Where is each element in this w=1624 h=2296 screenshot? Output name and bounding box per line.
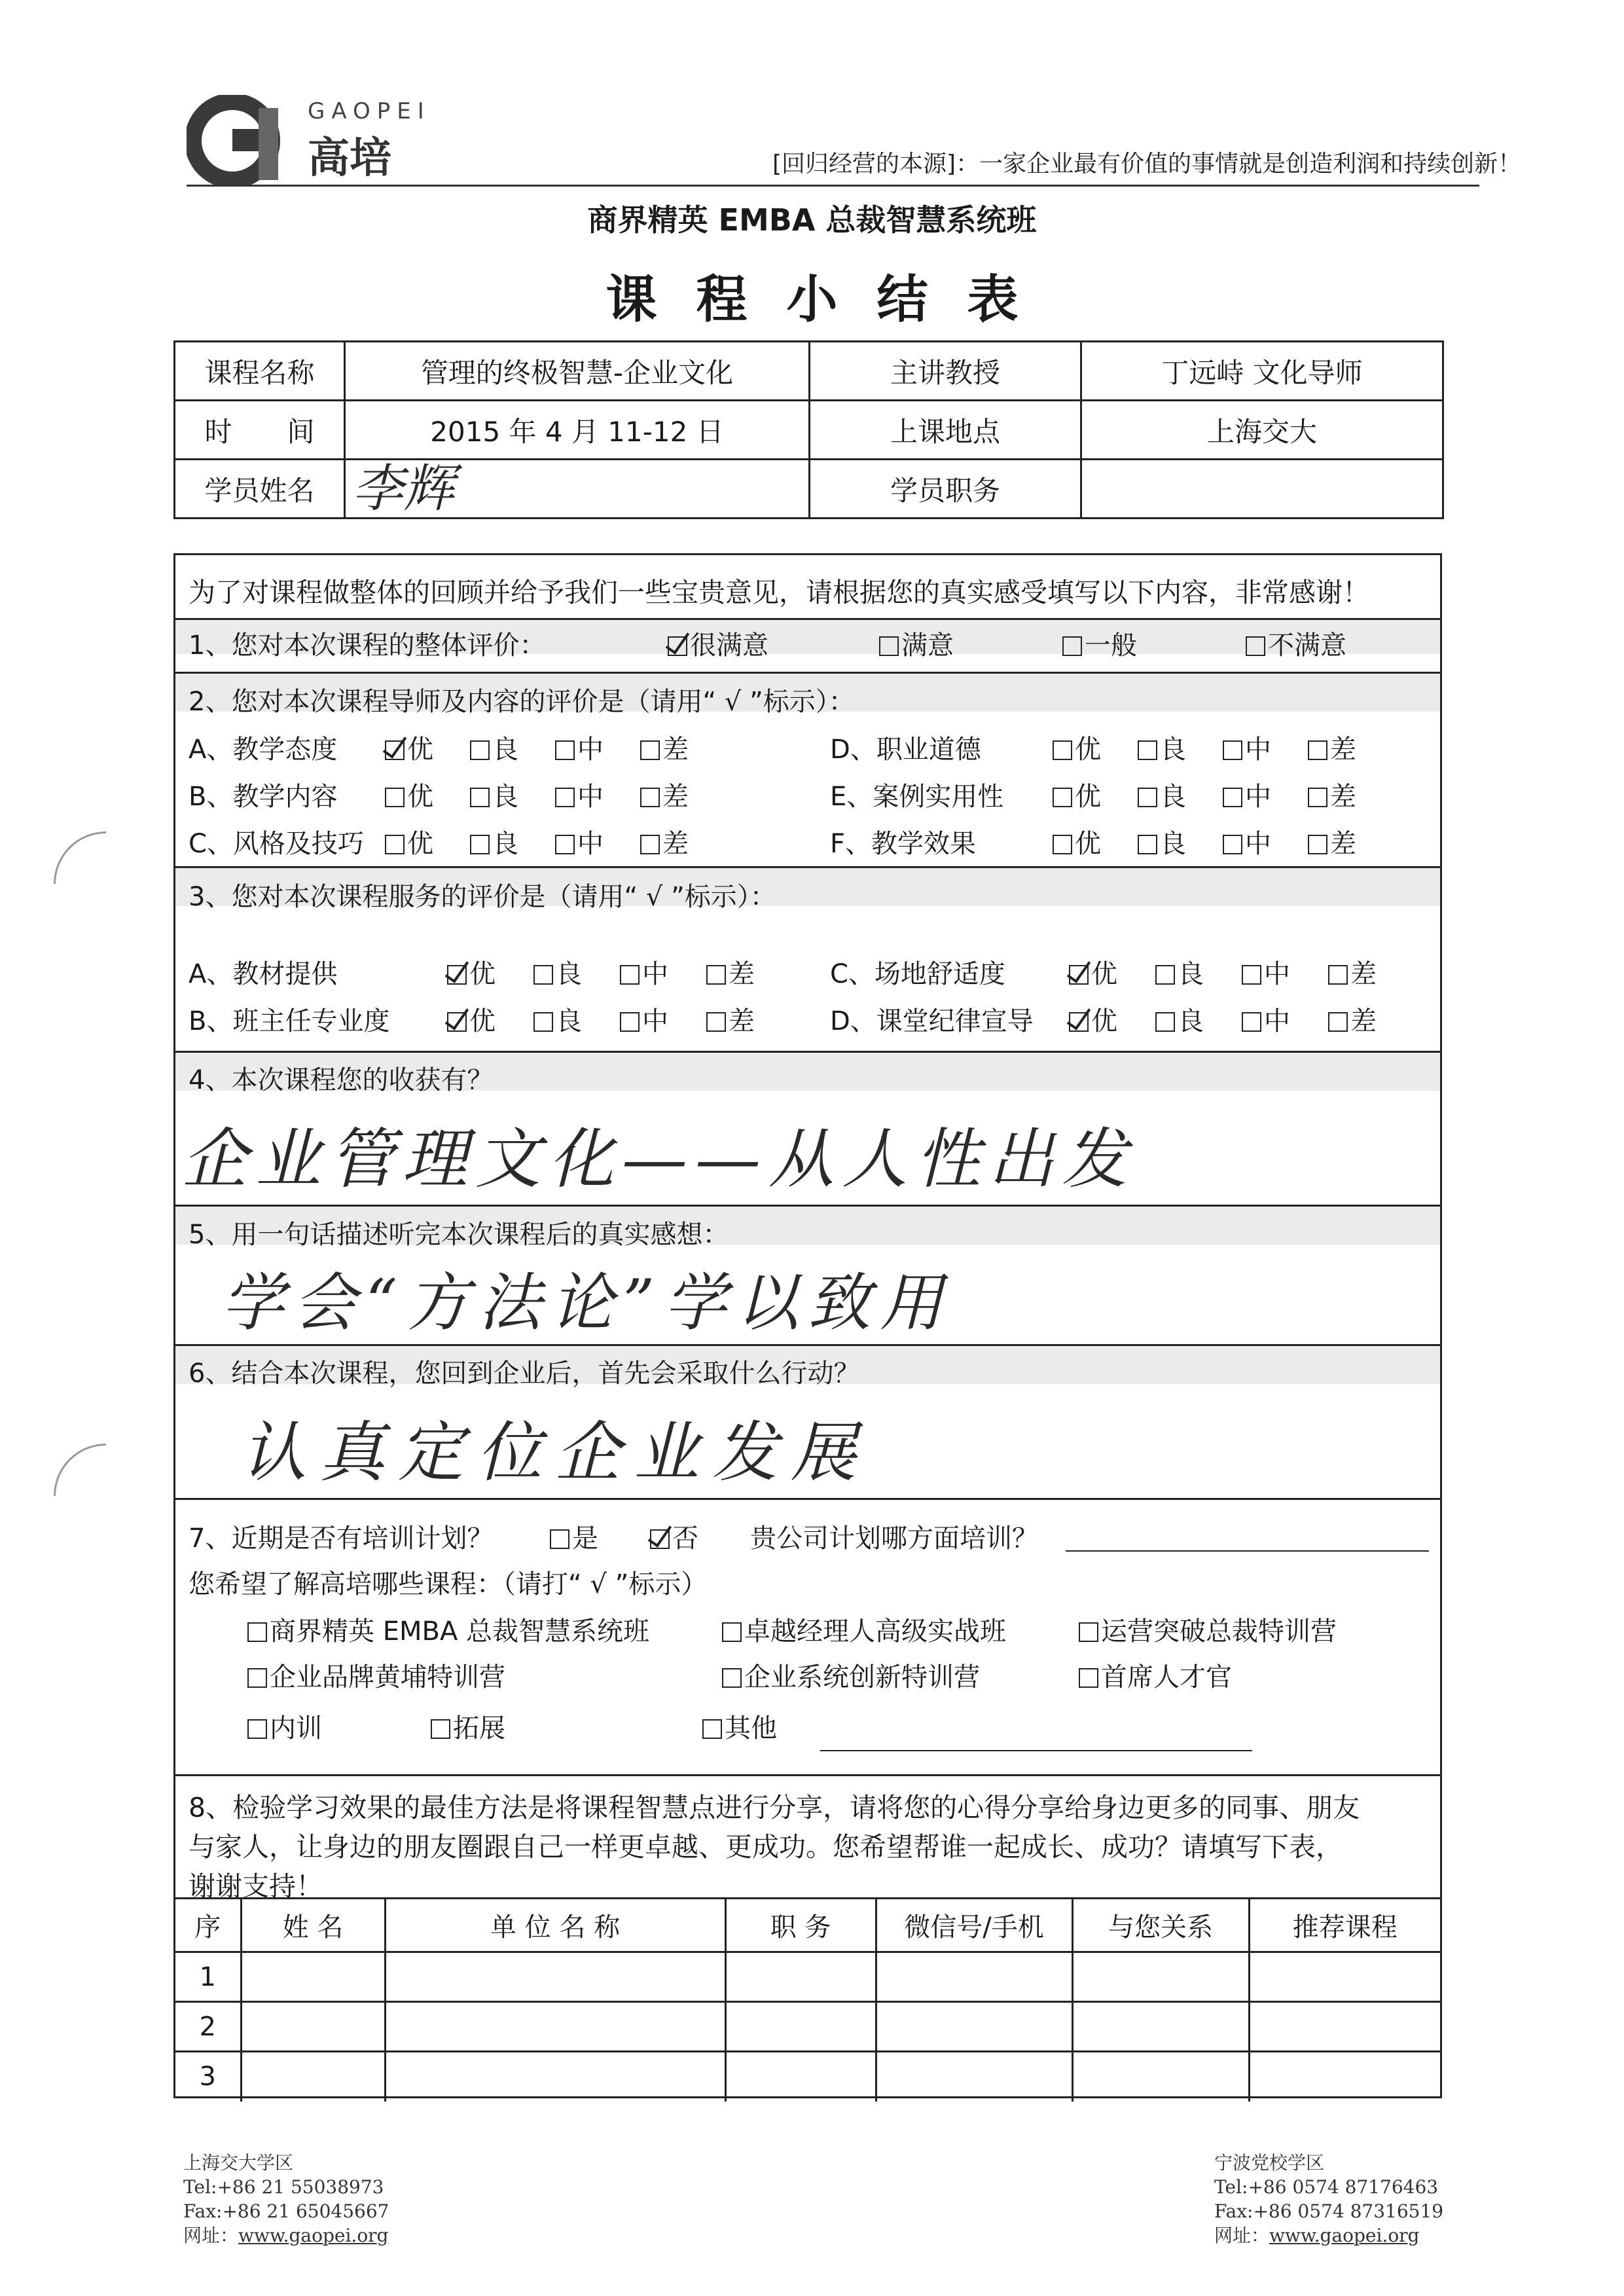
option-label: 差 <box>1330 829 1356 859</box>
row-number: 3 <box>175 2052 241 2102</box>
option-label: 差 <box>1350 959 1377 989</box>
option-label: 差 <box>662 782 689 812</box>
rating-option[interactable] <box>385 776 433 813</box>
rating-option[interactable] <box>385 823 433 860</box>
rating-item-label: F、教学效果 <box>830 829 977 859</box>
rating-option[interactable] <box>555 823 604 860</box>
course-option[interactable] <box>1079 1611 1337 1648</box>
form-title: 课程小结表 <box>605 270 1058 329</box>
checkbox-icon[interactable] <box>431 1719 450 1739</box>
option-label: 中 <box>1245 829 1271 859</box>
checkbox-checked-icon[interactable] <box>650 1529 670 1549</box>
rating-option[interactable] <box>1069 953 1117 991</box>
option-label: 优 <box>1075 782 1101 812</box>
checkbox-icon[interactable] <box>247 1622 267 1642</box>
course-option-label: 企业品牌黄埔特训营 <box>270 1662 505 1692</box>
campus-name: 宁波党校学区 <box>1214 2152 1325 2174</box>
checkbox-icon[interactable] <box>247 1719 267 1739</box>
option-label: 满意 <box>901 630 954 661</box>
table-row <box>175 2052 1440 2102</box>
divider <box>175 1774 1440 1776</box>
table-column-header: 与您关系 <box>1072 1899 1249 1952</box>
table-cell[interactable] <box>1072 2002 1249 2052</box>
table-row <box>175 1952 1440 2002</box>
q7-plan-label: 贵公司计划哪方面培训？ <box>750 1523 1038 1554</box>
rating-option[interactable] <box>1328 1000 1377 1038</box>
course-name-label: 课程名称 <box>175 342 345 401</box>
checkbox-icon[interactable] <box>550 1529 569 1549</box>
row-number: 1 <box>175 1952 241 2002</box>
table-row <box>175 2002 1440 2052</box>
checkbox-icon[interactable] <box>533 1012 553 1032</box>
checkbox-icon[interactable] <box>1242 965 1261 985</box>
rating-option[interactable] <box>1328 953 1377 991</box>
checkbox-icon[interactable] <box>1079 1622 1098 1642</box>
time-value[interactable]: 2015 年 4 月 11-12 日 <box>345 401 810 460</box>
course-option[interactable] <box>722 1656 980 1694</box>
checkbox-icon[interactable] <box>620 965 640 985</box>
q7-option-yes[interactable] <box>550 1518 598 1555</box>
rating-item-label: D、职业道德 <box>830 735 981 765</box>
course-option[interactable] <box>722 1611 1006 1648</box>
logo-brand-text: GAOPEI <box>308 98 431 124</box>
checkbox-icon[interactable] <box>1138 835 1157 854</box>
checkbox-icon[interactable] <box>247 1668 267 1688</box>
footer-right <box>1214 2151 1443 2248</box>
option-label: 不满意 <box>1268 630 1346 661</box>
q8-label-line3: 谢谢支持！ <box>189 1870 323 1902</box>
place-label: 上课地点 <box>810 401 1081 460</box>
campus-web <box>183 2223 389 2248</box>
rating-option[interactable] <box>1053 776 1101 813</box>
course-option-label: 内训 <box>270 1713 322 1743</box>
slogan: [回归经营的本源]：一家企业最有价值的事情就是创造利润和持续创新！ <box>772 151 1522 177</box>
checkbox-checked-icon[interactable] <box>1069 965 1089 985</box>
checkbox-icon[interactable] <box>1053 788 1072 807</box>
checkbox-checked-icon[interactable] <box>668 636 687 656</box>
campus-tel: Tel:+86 21 55038973 <box>183 2176 384 2198</box>
rating-option[interactable] <box>533 953 582 991</box>
option-label: 中 <box>577 829 604 859</box>
rating-option[interactable] <box>1155 953 1204 991</box>
rating-option[interactable] <box>555 729 604 766</box>
q4-label: 4、本次课程您的收获有？ <box>189 1065 494 1095</box>
table-cell[interactable] <box>385 1952 725 2002</box>
course-option-label: 企业系统创新特训营 <box>744 1662 980 1692</box>
rating-option[interactable] <box>620 953 668 991</box>
rating-option[interactable] <box>706 1000 755 1038</box>
option-label: 中 <box>642 959 668 989</box>
student-name-label: 学员姓名 <box>175 460 345 519</box>
option-label: 差 <box>1330 782 1356 812</box>
rating-option[interactable] <box>447 1000 496 1038</box>
checkbox-icon[interactable] <box>640 740 660 760</box>
rating-option[interactable] <box>620 1000 668 1038</box>
q4-answer-handwriting[interactable]: 企业管理文化——从人性出发 <box>182 1121 1135 1197</box>
row-number: 2 <box>175 2002 241 2052</box>
rating-option[interactable] <box>1053 823 1101 860</box>
table-cell[interactable] <box>1249 1952 1440 2002</box>
course-option-label: 其他 <box>725 1713 777 1743</box>
checkbox-icon[interactable] <box>385 835 405 854</box>
table-column-header: 职 务 <box>725 1899 876 1952</box>
option-label: 优 <box>1091 959 1117 989</box>
logo-name-text: 高培 <box>308 134 391 183</box>
course-option[interactable] <box>247 1707 322 1745</box>
checkbox-icon[interactable] <box>879 636 899 656</box>
table-cell[interactable] <box>1072 1952 1249 2002</box>
campus-tel: Tel:+86 0574 87176463 <box>1214 2176 1439 2198</box>
table-cell[interactable] <box>876 2052 1072 2102</box>
q6-label: 6、结合本次课程，您回到企业后，首先会采取什么行动？ <box>189 1358 860 1389</box>
rating-item-label: E、案例实用性 <box>830 782 1004 812</box>
course-option-label: 首席人才官 <box>1101 1662 1232 1692</box>
option-label: 否 <box>672 1523 698 1554</box>
student-position-label: 学员职务 <box>810 460 1081 519</box>
checkbox-icon[interactable] <box>620 1012 640 1032</box>
option-label: 良 <box>1178 959 1204 989</box>
lecturer-label: 主讲教授 <box>810 342 1081 401</box>
checkbox-icon[interactable] <box>722 1622 742 1642</box>
option-label: 中 <box>577 782 604 812</box>
option-label: 差 <box>662 735 689 765</box>
q1-option-average[interactable] <box>1062 625 1137 662</box>
table-cell[interactable] <box>1249 2052 1440 2102</box>
rating-option[interactable] <box>385 729 433 766</box>
checkbox-checked-icon[interactable] <box>447 965 467 985</box>
option-label: 优 <box>469 959 496 989</box>
table-cell[interactable] <box>241 2002 385 2052</box>
table-cell[interactable] <box>1072 2052 1249 2102</box>
table-cell[interactable] <box>385 2052 725 2102</box>
course-option-label: 卓越经理人高级实战班 <box>744 1616 1006 1647</box>
rating-option[interactable] <box>1223 776 1271 813</box>
rating-option[interactable] <box>470 776 518 813</box>
option-label: 中 <box>1264 1006 1290 1036</box>
checkbox-icon[interactable] <box>640 835 660 854</box>
option-label: 中 <box>1245 735 1271 765</box>
rating-option[interactable] <box>1138 776 1186 813</box>
course-option-label: 商界精英 EMBA 总裁智慧系统班 <box>270 1616 650 1647</box>
checkbox-icon[interactable] <box>470 740 490 760</box>
campus-fax: Fax:+86 21 65045667 <box>183 2200 389 2222</box>
rating-option[interactable] <box>706 953 755 991</box>
option-label: 中 <box>642 1006 668 1036</box>
option-label: 是 <box>572 1523 598 1554</box>
option-label: 差 <box>662 829 689 859</box>
web-link[interactable]: www.gaopei.org <box>238 2225 389 2246</box>
course-info-table <box>173 340 1444 519</box>
option-label: 良 <box>492 735 518 765</box>
rating-item-label: B、教学内容 <box>189 782 338 812</box>
option-label: 优 <box>1091 1006 1117 1036</box>
checkbox-icon[interactable] <box>555 788 575 807</box>
table-column-header: 微信号/手机 <box>876 1899 1072 1952</box>
hole-punch-mark <box>54 831 106 884</box>
q1-label: 1、您对本次课程的整体评价： <box>189 630 546 661</box>
course-option[interactable] <box>1079 1656 1232 1694</box>
option-label: 一般 <box>1085 630 1137 661</box>
option-label: 优 <box>1075 829 1101 859</box>
q7-option-no[interactable] <box>650 1518 698 1555</box>
campus-name: 上海交大学区 <box>183 2152 294 2174</box>
option-label: 良 <box>556 1006 582 1036</box>
rating-item-label: A、教材提供 <box>189 959 338 989</box>
rating-option[interactable] <box>1053 729 1101 766</box>
checkbox-checked-icon[interactable] <box>1069 1012 1089 1032</box>
q1-option-unsatisfied[interactable] <box>1246 625 1346 662</box>
option-label: 优 <box>469 1006 496 1036</box>
checkbox-icon[interactable] <box>1079 1668 1098 1688</box>
q7-label: 7、近期是否有培训计划？ <box>189 1523 494 1554</box>
web-label: 网址： <box>183 2225 239 2246</box>
rating-option[interactable] <box>1308 823 1356 860</box>
checkbox-icon[interactable] <box>702 1719 722 1739</box>
rating-option[interactable] <box>555 776 604 813</box>
checkbox-icon[interactable] <box>1308 835 1327 854</box>
rating-option[interactable] <box>470 823 518 860</box>
rating-item-label: D、课堂纪律宣导 <box>830 1006 1034 1036</box>
q6-answer-handwriting[interactable]: 认真定位企业发展 <box>241 1414 869 1491</box>
table-column-header: 姓 名 <box>241 1899 385 1952</box>
checkbox-icon[interactable] <box>1155 1012 1175 1032</box>
divider <box>175 1498 1440 1500</box>
q5-label: 5、用一句话描述听完本次课程后的真实感想： <box>189 1220 729 1250</box>
checkbox-icon[interactable] <box>1223 740 1242 760</box>
q1-option-very-satisfied[interactable] <box>668 625 768 662</box>
option-label: 良 <box>556 959 582 989</box>
rating-item-label: C、场地舒适度 <box>830 959 1005 989</box>
other-course-input-line[interactable] <box>820 1750 1252 1751</box>
option-label: 优 <box>1075 735 1101 765</box>
q5-answer-handwriting[interactable]: 学会“方法论”学以致用 <box>221 1266 952 1339</box>
option-label: 差 <box>729 1006 755 1036</box>
option-label: 差 <box>1350 1006 1377 1036</box>
rating-option[interactable] <box>533 1000 582 1038</box>
checkbox-icon[interactable] <box>1223 788 1242 807</box>
checkbox-icon[interactable] <box>640 788 660 807</box>
rating-item-label: A、教学态度 <box>189 735 338 765</box>
option-label: 良 <box>492 782 518 812</box>
checkbox-icon[interactable] <box>1053 740 1072 760</box>
rating-option[interactable] <box>1155 1000 1204 1038</box>
option-label: 差 <box>1330 735 1356 765</box>
course-option[interactable] <box>702 1707 777 1745</box>
rating-option[interactable] <box>640 776 689 813</box>
rating-option[interactable] <box>1308 729 1356 766</box>
lecturer-value[interactable]: 丁远峙 文化导师 <box>1081 342 1443 401</box>
share-referral-table <box>175 1897 1440 2102</box>
rating-option[interactable] <box>1138 729 1186 766</box>
place-value[interactable]: 上海交大 <box>1081 401 1443 460</box>
checkbox-icon[interactable] <box>1242 1012 1261 1032</box>
rating-item-label: C、风格及技巧 <box>189 829 364 859</box>
checkbox-icon[interactable] <box>385 788 405 807</box>
web-link[interactable]: www.gaopei.org <box>1269 2225 1420 2246</box>
footer-left <box>183 2151 389 2248</box>
checkbox-icon[interactable] <box>1328 965 1348 985</box>
q2-label: 2、您对本次课程导师及内容的评价是（请用“ √ ”标示）： <box>189 687 855 717</box>
checkbox-icon[interactable] <box>1223 835 1242 854</box>
campus-web <box>1214 2223 1443 2248</box>
checkbox-icon[interactable] <box>706 965 726 985</box>
checkbox-icon[interactable] <box>555 835 575 854</box>
checkbox-icon[interactable] <box>470 788 490 807</box>
checkbox-icon[interactable] <box>1308 788 1327 807</box>
rating-option[interactable] <box>470 729 518 766</box>
checkbox-icon[interactable] <box>1328 1012 1348 1032</box>
table-cell[interactable] <box>876 2002 1072 2052</box>
q8-label-line1: 8、检验学习效果的最佳方法是将课程智慧点进行分享，请将您的心得分享给身边更多的同事、朋友 <box>189 1792 1360 1823</box>
rating-item-label: B、班主任专业度 <box>189 1006 390 1036</box>
table-column-header: 序 <box>175 1899 241 1952</box>
option-label: 中 <box>577 735 604 765</box>
course-option-label: 运营突破总裁特训营 <box>1101 1616 1337 1647</box>
option-label: 中 <box>1264 959 1290 989</box>
rating-option[interactable] <box>447 953 496 991</box>
checkbox-icon[interactable] <box>1155 965 1175 985</box>
table-cell[interactable] <box>725 2052 876 2102</box>
table-cell[interactable] <box>241 2052 385 2102</box>
web-label: 网址： <box>1214 2225 1270 2246</box>
q8-label-line2: 与家人，让身边的朋友圈跟自己一样更卓越、更成功。您希望帮谁一起成长、成功？请填写下表， <box>189 1831 1343 1863</box>
checkbox-icon[interactable] <box>470 835 490 854</box>
survey-intro: 为了对课程做整体的回顾并给予我们一些宝贵意见，请根据您的真实感受填写以下内容，非常感谢！ <box>189 577 1369 608</box>
rating-option[interactable] <box>640 823 689 860</box>
checkbox-icon[interactable] <box>1246 636 1265 656</box>
time-label: 时 间 <box>175 401 345 460</box>
campus-fax: Fax:+86 0574 87316519 <box>1214 2200 1444 2222</box>
rating-option[interactable] <box>1138 823 1186 860</box>
course-option-label: 拓展 <box>453 1713 505 1743</box>
checkbox-icon[interactable] <box>1062 636 1082 656</box>
checkbox-checked-icon[interactable] <box>447 1012 467 1032</box>
program-title: 商界精英 EMBA 总裁智慧系统班 <box>587 202 1037 238</box>
table-column-header: 推荐课程 <box>1249 1899 1440 1952</box>
rating-option[interactable] <box>1308 776 1356 813</box>
course-option[interactable] <box>247 1611 649 1648</box>
rating-option[interactable] <box>1242 1000 1290 1038</box>
option-label: 良 <box>1160 829 1186 859</box>
student-name-handwriting: 李辉 <box>352 459 455 519</box>
checkbox-icon[interactable] <box>555 740 575 760</box>
table-cell[interactable] <box>241 1952 385 2002</box>
option-label: 差 <box>729 959 755 989</box>
q3-label: 3、您对本次课程服务的评价是（请用“ √ ”标示）： <box>189 882 776 912</box>
rating-option[interactable] <box>1242 953 1290 991</box>
table-cell[interactable] <box>725 1952 876 2002</box>
student-name-value[interactable] <box>345 460 810 519</box>
checkbox-icon[interactable] <box>1053 835 1072 854</box>
checkbox-icon[interactable] <box>706 1012 726 1032</box>
option-label: 良 <box>1178 1006 1204 1036</box>
q7-courses-label: 您希望了解高培哪些课程：（请打“ √ ”标示） <box>189 1569 708 1599</box>
q7-plan-input-line[interactable] <box>1066 1550 1429 1552</box>
table-cell[interactable] <box>385 2002 725 2052</box>
course-option[interactable] <box>431 1707 505 1745</box>
table-cell[interactable] <box>1249 2002 1440 2052</box>
option-label: 中 <box>1245 782 1271 812</box>
option-label: 优 <box>407 735 433 765</box>
checkbox-icon[interactable] <box>722 1668 742 1688</box>
student-position-value[interactable] <box>1081 460 1443 519</box>
checkbox-icon[interactable] <box>1308 740 1327 760</box>
course-option[interactable] <box>247 1656 505 1694</box>
table-column-header: 单 位 名 称 <box>385 1899 725 1952</box>
option-label: 很满意 <box>690 630 768 661</box>
rating-option[interactable] <box>1069 1000 1117 1038</box>
course-name-value[interactable]: 管理的终极智慧-企业文化 <box>345 342 810 401</box>
checkbox-icon[interactable] <box>1138 788 1157 807</box>
option-label: 良 <box>1160 735 1186 765</box>
table-cell[interactable] <box>876 1952 1072 2002</box>
checkbox-icon[interactable] <box>1138 740 1157 760</box>
option-label: 良 <box>1160 782 1186 812</box>
q1-option-satisfied[interactable] <box>879 625 954 662</box>
option-label: 良 <box>492 829 518 859</box>
header-divider <box>187 185 1479 187</box>
hole-punch-mark <box>54 1444 106 1496</box>
checkbox-icon[interactable] <box>533 965 553 985</box>
table-cell[interactable] <box>725 2002 876 2052</box>
rating-option[interactable] <box>640 729 689 766</box>
rating-option[interactable] <box>1223 729 1271 766</box>
checkbox-checked-icon[interactable] <box>385 740 405 760</box>
survey-box <box>173 553 1442 2098</box>
option-label: 优 <box>407 829 433 859</box>
option-label: 优 <box>407 782 433 812</box>
rating-option[interactable] <box>1223 823 1271 860</box>
